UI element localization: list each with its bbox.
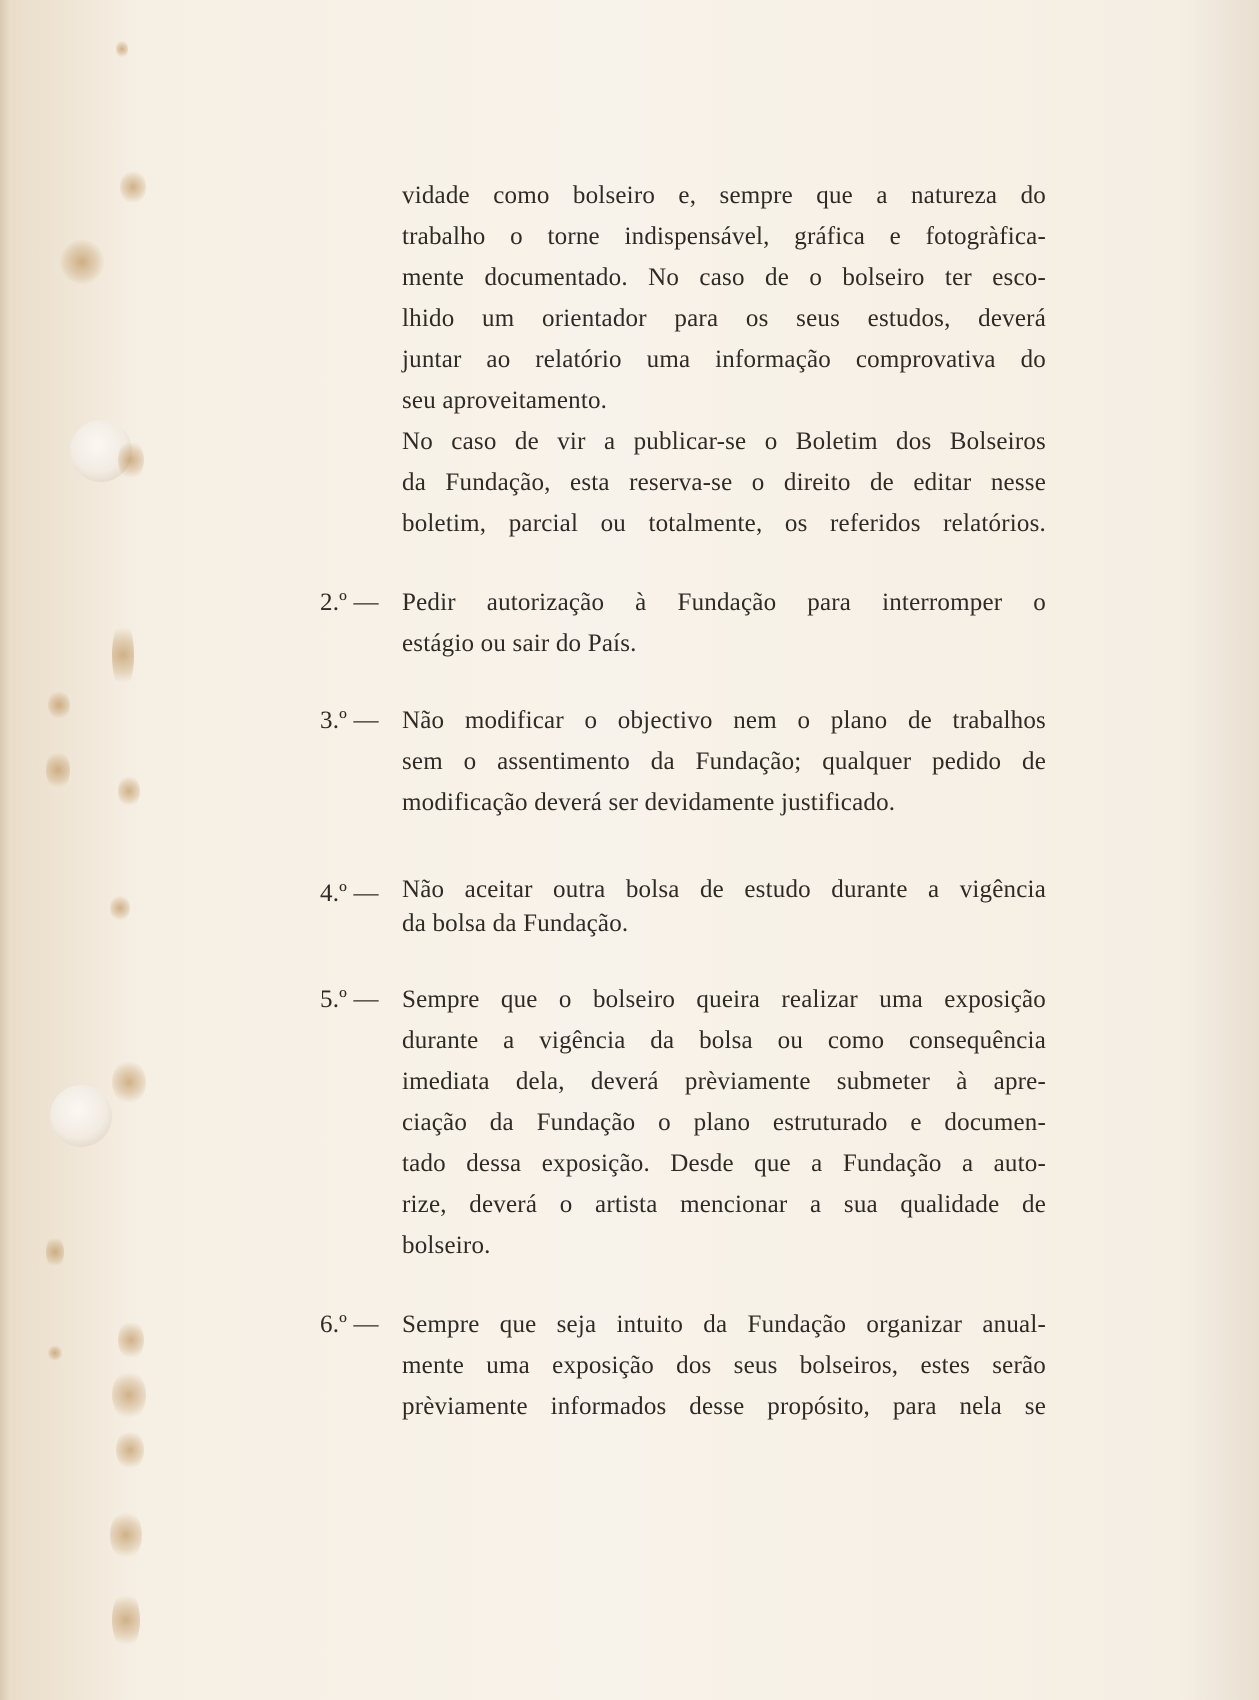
- clause-number: 4.º —: [320, 880, 379, 907]
- punch-hole-bottom: [50, 1085, 112, 1147]
- foxing-stain: [110, 895, 130, 921]
- text-line: da bolsa da Fundação.: [402, 910, 629, 937]
- text-line: rize, deverá o artista mencionar a sua qualidade de: [402, 1191, 1046, 1218]
- text-line: ciação da Fundação o plano estruturado e documen-: [402, 1109, 1046, 1136]
- text-line: mente uma exposição dos seus bolseiros, estes serão: [402, 1352, 1046, 1379]
- text-line: estágio ou sair do País.: [402, 630, 637, 657]
- foxing-stain: [118, 1320, 144, 1360]
- clause-3: [320, 700, 1080, 823]
- text-line: durante a vigência da bolsa ou como consequência: [402, 1027, 1046, 1054]
- text-line: vidade como bolseiro e, sempre que a natureza do: [402, 182, 1046, 209]
- text-line: mente documentado. No caso de o bolseiro ter esco-: [402, 264, 1046, 291]
- foxing-stain: [60, 240, 104, 284]
- foxing-stain: [116, 40, 128, 58]
- clause-number: 3.º —: [320, 707, 379, 734]
- clause-4: [320, 873, 1080, 941]
- text-line: Não modificar o objectivo nem o plano de trabalhos: [402, 707, 1046, 734]
- text-line: seu aproveitamento.: [402, 387, 608, 414]
- clause-2: [320, 582, 1080, 664]
- text-line: No caso de vir a publicar-se o Boletim dos Bolseiros: [402, 428, 1046, 455]
- clause-6: [320, 1304, 1080, 1427]
- page-edge-shadow: [0, 0, 10, 1700]
- clause-number: 6.º —: [320, 1311, 379, 1338]
- text-line: Sempre que seja intuito da Fundação organizar anual-: [402, 1311, 1046, 1338]
- intro-paragraph: [320, 175, 1080, 421]
- text-line: Pedir autorização à Fundação para interromper o: [402, 589, 1046, 616]
- foxing-stain: [48, 690, 70, 720]
- foxing-stain: [112, 1060, 146, 1104]
- text-line: lhido um orientador para os seus estudos, deverá: [402, 305, 1046, 332]
- foxing-stain: [118, 440, 144, 480]
- document-body: [320, 175, 1080, 1427]
- text-line: bolseiro.: [402, 1232, 491, 1259]
- text-line: trabalho o torne indispensável, gráfica e fotogràfica-: [402, 223, 1046, 250]
- foxing-stain: [46, 1235, 64, 1269]
- text-line: modificação deverá ser devidamente justificado.: [402, 789, 896, 816]
- text-line: tado dessa exposição. Desde que a Fundação a auto-: [402, 1150, 1046, 1177]
- text-line: Não aceitar outra bolsa de estudo durante a vigência: [402, 876, 1046, 903]
- foxing-stain: [112, 1590, 140, 1650]
- foxing-stain: [112, 1370, 146, 1420]
- clause-number: 2.º —: [320, 589, 379, 616]
- text-line: boletim, parcial ou totalmente, os referidos relatórios.: [402, 510, 1046, 537]
- boletim-paragraph: [320, 421, 1080, 544]
- text-line: juntar ao relatório uma informação comprovativa do: [402, 346, 1046, 373]
- clause-5: [320, 979, 1080, 1266]
- foxing-stain: [118, 775, 140, 807]
- foxing-stain: [120, 170, 146, 204]
- foxing-stain: [112, 620, 134, 690]
- text-line: sem o assentimento da Fundação; qualquer pedido de: [402, 748, 1046, 775]
- foxing-stain: [110, 1510, 142, 1560]
- clause-number: 5.º —: [320, 986, 379, 1013]
- text-line: prèviamente informados desse propósito, para nela se: [402, 1393, 1046, 1420]
- foxing-stain: [116, 1430, 144, 1470]
- foxing-stain: [46, 750, 70, 790]
- text-line: imediata dela, deverá prèviamente submeter à apre-: [402, 1068, 1046, 1095]
- text-line: Sempre que o bolseiro queira realizar uma exposição: [402, 986, 1046, 1013]
- foxing-stain: [48, 1345, 62, 1361]
- text-line: da Fundação, esta reserva-se o direito de editar nesse: [402, 469, 1046, 496]
